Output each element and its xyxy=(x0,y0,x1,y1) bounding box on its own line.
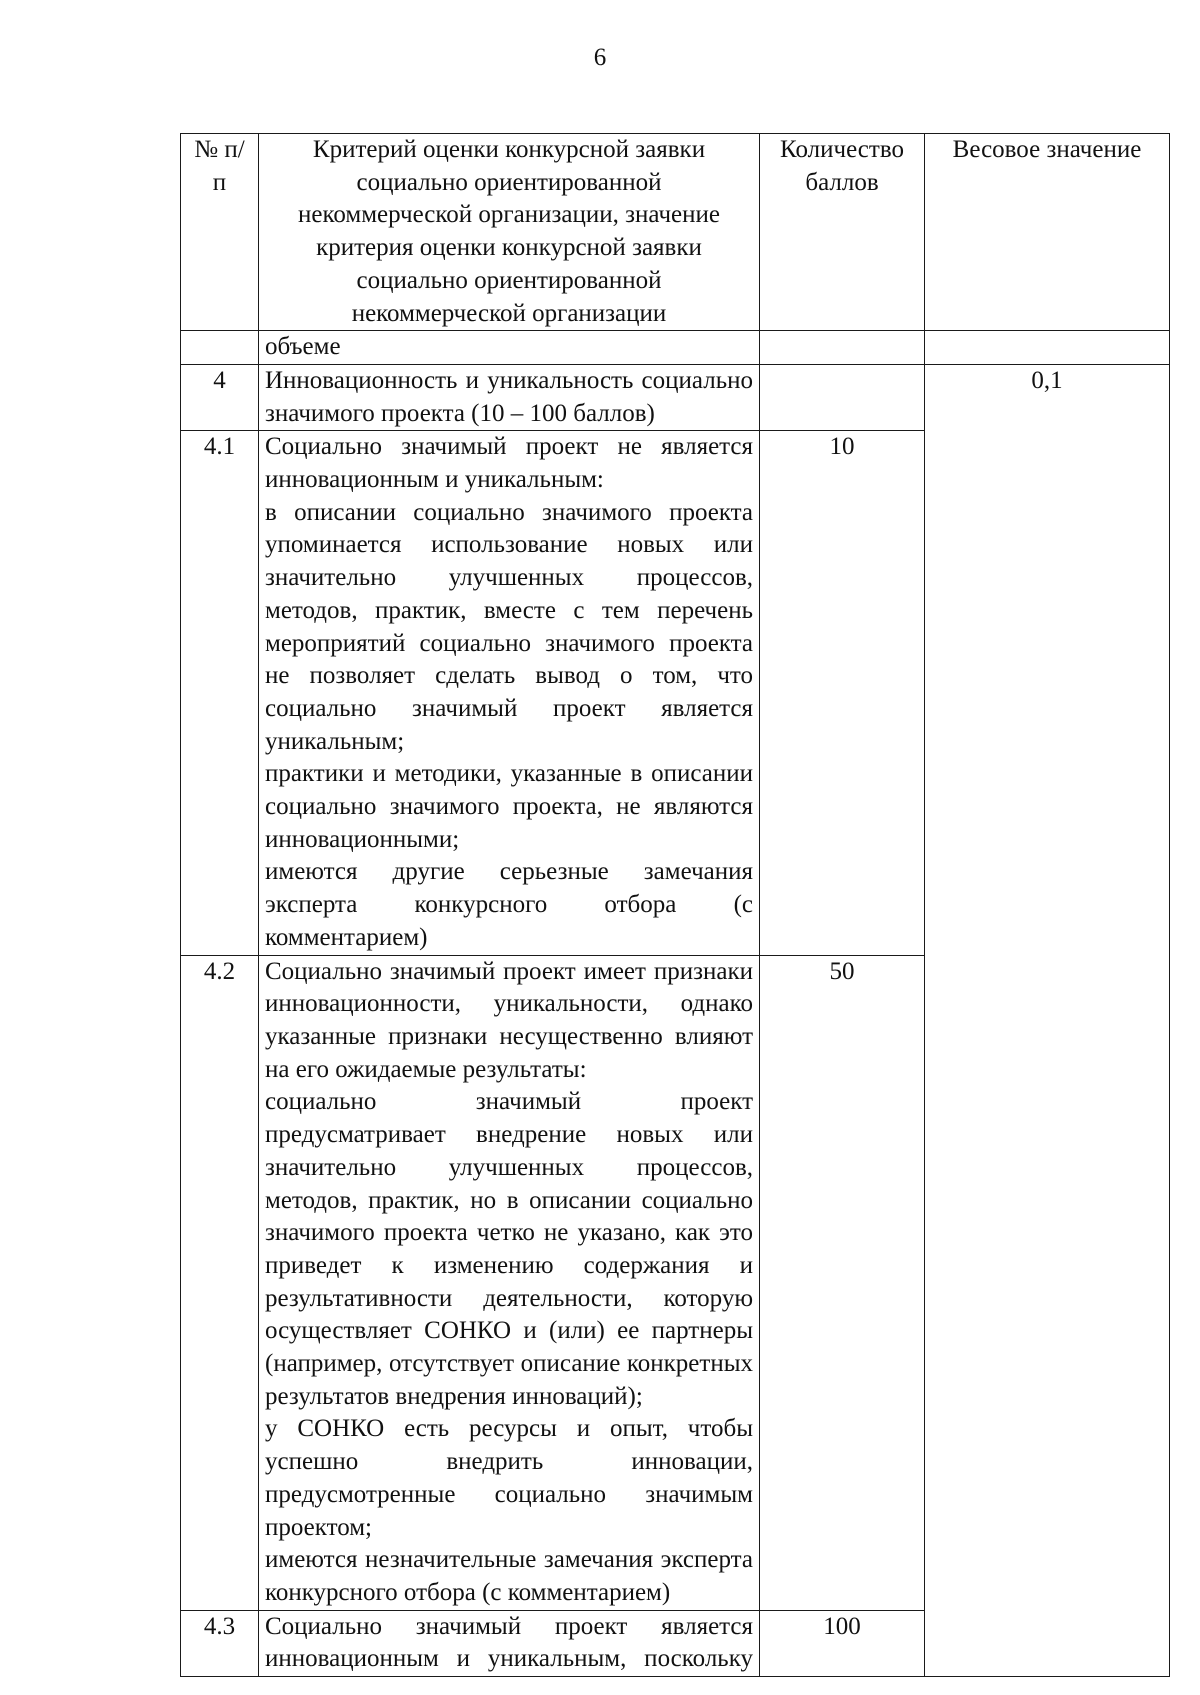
header-criterion: Критерий оценки конкурсной заявки социально ориентированной некоммерческой организации, значение критерия оценки конкурсной заявки социально ориентированной некоммерческой организации xyxy=(259,134,760,331)
row-num: 4.1 xyxy=(181,431,259,955)
criterion-text: Инновационность и уникальность социально значимого проекта (10 – 100 баллов) xyxy=(265,366,753,427)
row-criterion xyxy=(259,955,760,1610)
row-criterion xyxy=(259,364,760,430)
row-criterion xyxy=(259,431,760,955)
header-weight: Весовое значение xyxy=(925,134,1170,331)
criteria-table xyxy=(180,133,1170,1677)
row-criterion xyxy=(259,331,760,365)
table-header-row xyxy=(181,134,1170,331)
table-row xyxy=(181,331,1170,365)
criterion-text: практики и методики, указанные в описании социально значимого проекта, не являются инновационными; xyxy=(265,760,753,853)
row-weight: 0,1 xyxy=(925,364,1170,1676)
row-points: 50 xyxy=(760,955,925,1610)
row-num: 4.2 xyxy=(181,955,259,1610)
row-weight xyxy=(925,331,1170,365)
criterion-text: Социально значимый проект имеет признаки инновационности, уникальности, однако указанные признаки несущественно влияют на его ожидаемые результаты: xyxy=(265,957,753,1083)
criterion-text: у СОНКО есть ресурсы и опыт, чтобы успешно внедрить инновации, предусмотренные социально значимым проектом; xyxy=(265,1415,753,1541)
row-criterion xyxy=(259,1610,760,1676)
header-num: № п/п xyxy=(181,134,259,331)
criterion-text: социально значимый проект предусматривает внедрение новых или значительно улучшенных процессов, методов, практик, но в описании социально значимого проекта четко не указано, как это приведет к изменению содержания и результативности деятельности, которую осуществляет СОНКО и (или) ее партнеры (например, отсутствует описание конкретных результатов внедрения инноваций); xyxy=(265,1088,753,1410)
row-points: 10 xyxy=(760,431,925,955)
row-points xyxy=(760,364,925,430)
criterion-text: имеются другие серьезные замечания эксперта конкурсного отбора (с комментарием) xyxy=(265,858,753,951)
row-num: 4 xyxy=(181,364,259,430)
criterion-text: Социально значимый проект не является инновационным и уникальным: xyxy=(265,433,753,494)
criterion-text: имеются незначительные замечания эксперта конкурсного отбора (с комментарием) xyxy=(265,1546,753,1606)
header-points: Количество баллов xyxy=(760,134,925,331)
row-num: 4.3 xyxy=(181,1610,259,1676)
criterion-text: Социально значимый проект является инновационным и уникальным, поскольку xyxy=(265,1612,753,1673)
row-points: 100 xyxy=(760,1610,925,1676)
criterion-text: объеме xyxy=(265,333,341,361)
table-row xyxy=(181,364,1170,430)
criterion-text: в описании социально значимого проекта упоминается использование новых или значительно улучшенных процессов, методов, практик, вместе с тем перечень мероприятий социально значимого проекта не позволяет сделать вывод о том, что социально значимый проект является уникальным; xyxy=(265,498,753,755)
page-number: 6 xyxy=(593,44,607,71)
row-points xyxy=(760,331,925,365)
row-num xyxy=(181,331,259,365)
